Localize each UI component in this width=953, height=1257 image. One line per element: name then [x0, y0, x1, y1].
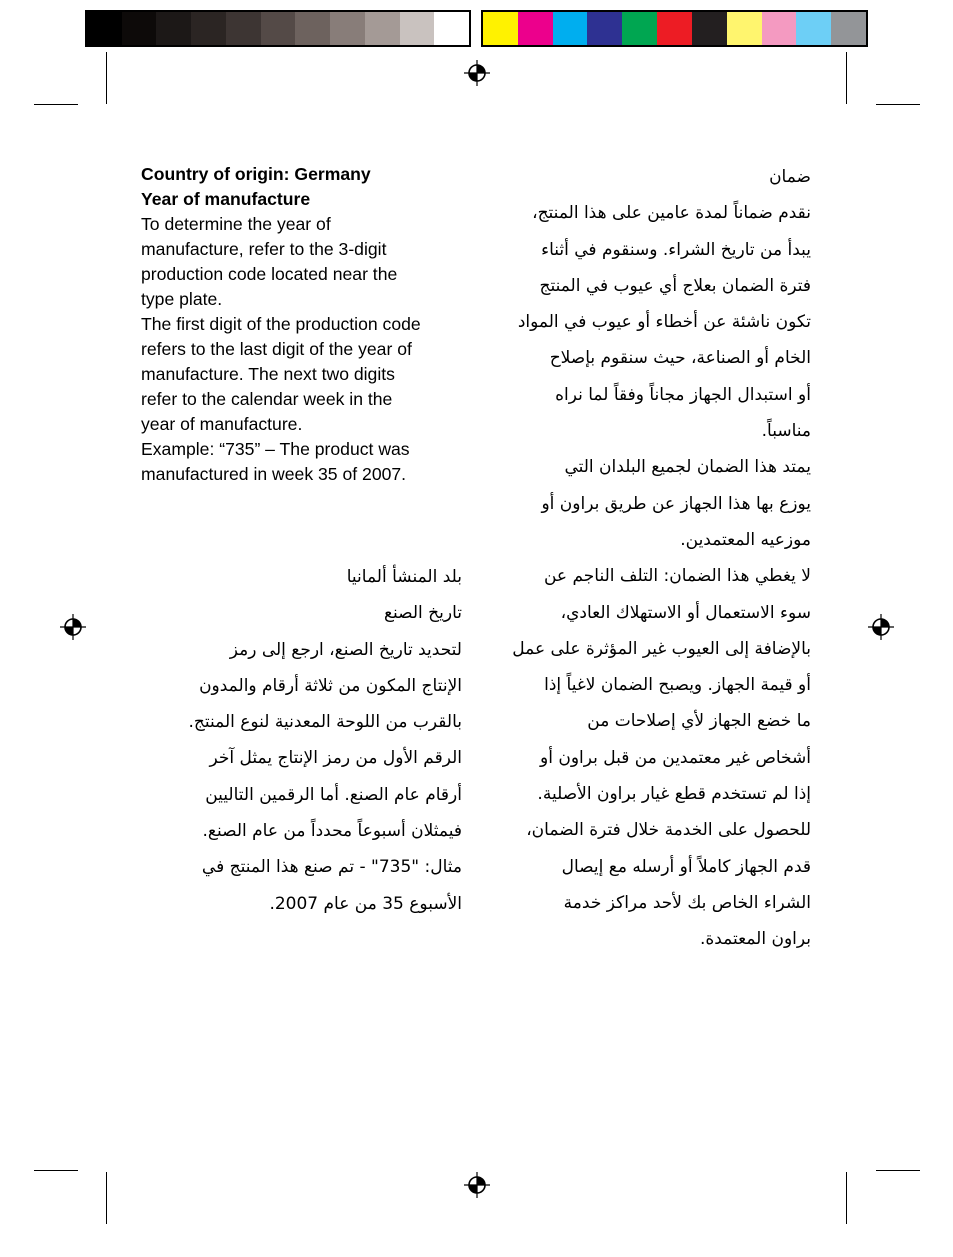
crop-mark [34, 1170, 78, 1171]
color-swatch [553, 12, 588, 45]
color-swatch [762, 12, 797, 45]
gray-swatch [226, 12, 261, 45]
registration-mark-icon [464, 1172, 490, 1198]
text-line: type plate. [141, 289, 223, 309]
text-line: manufacture. The next two digits [141, 364, 395, 384]
color-swatch [657, 12, 692, 45]
text-line: manufactured in week 35 of 2007. [141, 464, 407, 484]
text-line: يمتد هذا الضمان لجميع البلدان التي [564, 457, 811, 478]
warranty-heading: ضمان [769, 167, 811, 187]
gray-swatch [400, 12, 435, 45]
registration-mark-icon [60, 614, 86, 640]
color-swatch [727, 12, 762, 45]
country-of-origin-heading: بلد المنشأ ألمانيا [346, 567, 462, 587]
text-line: للحصول على الخدمة خلال فترة الضمان، [526, 820, 811, 841]
crop-mark [846, 1172, 847, 1224]
text-line: إذا لم تستخدم قطع غيار براون الأصلية. [537, 784, 811, 805]
text-line: لتحديد تاريخ الصنع، ارجع إلى رمز [229, 639, 462, 660]
text-line: refer to the calendar week in the [141, 389, 393, 409]
arabic-origin-section [132, 559, 462, 922]
text-line: يوزع بها هذا الجهاز عن طريق براون أو [541, 493, 811, 514]
registration-mark-icon [464, 60, 490, 86]
gray-swatch [330, 12, 365, 45]
crop-mark [34, 104, 78, 105]
color-swatch [796, 12, 831, 45]
color-swatch [587, 12, 622, 45]
text-line: الإنتاج المكون من ثلاثة أرقام والمدون [199, 675, 462, 696]
crop-mark [846, 52, 847, 104]
gray-swatch [365, 12, 400, 45]
text-line: فيمثلان أسبوعاً محدداً من عام الصنع. [202, 821, 462, 842]
text-line: فترة الضمان بعلاج أي عيوب في المنتج [539, 275, 811, 296]
text-line: production code located near the [141, 264, 398, 284]
text-line: الأسبوع 35 من عام 2007. [269, 893, 462, 914]
text-line: أو استبدال الجهاز مجاناً وفقاً لما نراه [555, 384, 811, 405]
year-of-manufacture-heading: Year of manufacture [141, 189, 311, 209]
color-swatch [518, 12, 553, 45]
text-line: بالقرب من اللوحة المعدنية لنوع المنتج. [188, 712, 462, 733]
gray-swatch [261, 12, 296, 45]
arabic-warranty-section [481, 159, 811, 958]
text-line: تكون ناشئة عن أخطاء أو عيوب في المواد [517, 312, 811, 333]
color-swatch [692, 12, 727, 45]
text-line: refers to the last digit of the year of [141, 339, 412, 359]
text-line: مثال: "735" - تم صنع هذا المنتج في [201, 857, 462, 878]
text-line: Example: “735” – The product was [141, 439, 410, 459]
crop-mark [876, 104, 920, 105]
text-line: أشخاص غير معتمدين من قبل براون أو [540, 747, 811, 768]
grayscale-color-bar [85, 10, 471, 47]
gray-swatch [156, 12, 191, 45]
text-line: أو قيمة الجهاز. ويصبح الضمان لاغياً إذا [544, 675, 811, 696]
registration-mark-icon [868, 614, 894, 640]
text-line: يبدأ من تاريخ الشراء. وسنقوم في أثناء [541, 239, 811, 260]
text-line: To determine the year of [141, 214, 331, 234]
text-line: بالإضافة إلى العيوب غير المؤثرة على عمل [512, 638, 811, 659]
text-line: manufacture, refer to the 3-digit [141, 239, 387, 259]
text-line: الخام أو الصناعة، حيث سنقوم بإصلاح [549, 348, 811, 369]
text-line: لا يغطي هذا الضمان: التلف الناجم عن [543, 566, 811, 587]
text-line: نقدم ضماناً لمدة عامين على هذا المنتج، [532, 203, 811, 224]
crop-mark [106, 52, 107, 104]
color-swatch [622, 12, 657, 45]
text-line: year of manufacture. [141, 414, 303, 434]
gray-swatch [87, 12, 122, 45]
gray-swatch [434, 12, 469, 45]
gray-swatch [295, 12, 330, 45]
country-of-origin-heading: Country of origin: Germany [141, 164, 371, 184]
text-line: براون المعتمدة. [699, 929, 811, 950]
gray-swatch [122, 12, 157, 45]
text-line: مناسباً. [761, 421, 811, 442]
color-swatch [483, 12, 518, 45]
text-line: الشراء الخاص بك لأحد مراكز خدمة [563, 892, 811, 913]
text-line: قدم الجهاز كاملاً أو أرسله مع إيصال [561, 856, 811, 877]
color-swatch [831, 12, 866, 45]
text-line: ما خضع الجهاز لأي إصلاحات من [587, 711, 811, 732]
crop-mark [876, 1170, 920, 1171]
text-line: سوء الاستعمال أو الاستهلاك العادي، [560, 602, 811, 623]
text-line: الرقم الأول من رمز الإنتاج يمثل آخر [209, 748, 462, 769]
year-of-manufacture-heading: تاريخ الصنع [383, 603, 462, 624]
text-line: موزعيه المعتمدين. [680, 529, 811, 550]
process-color-bar [481, 10, 868, 47]
text-line: أرقام عام الصنع. أما الرقمين التاليين [205, 784, 462, 805]
english-origin-section [141, 162, 471, 487]
crop-mark [106, 1172, 107, 1224]
text-line: The first digit of the production code [141, 314, 421, 334]
gray-swatch [191, 12, 226, 45]
